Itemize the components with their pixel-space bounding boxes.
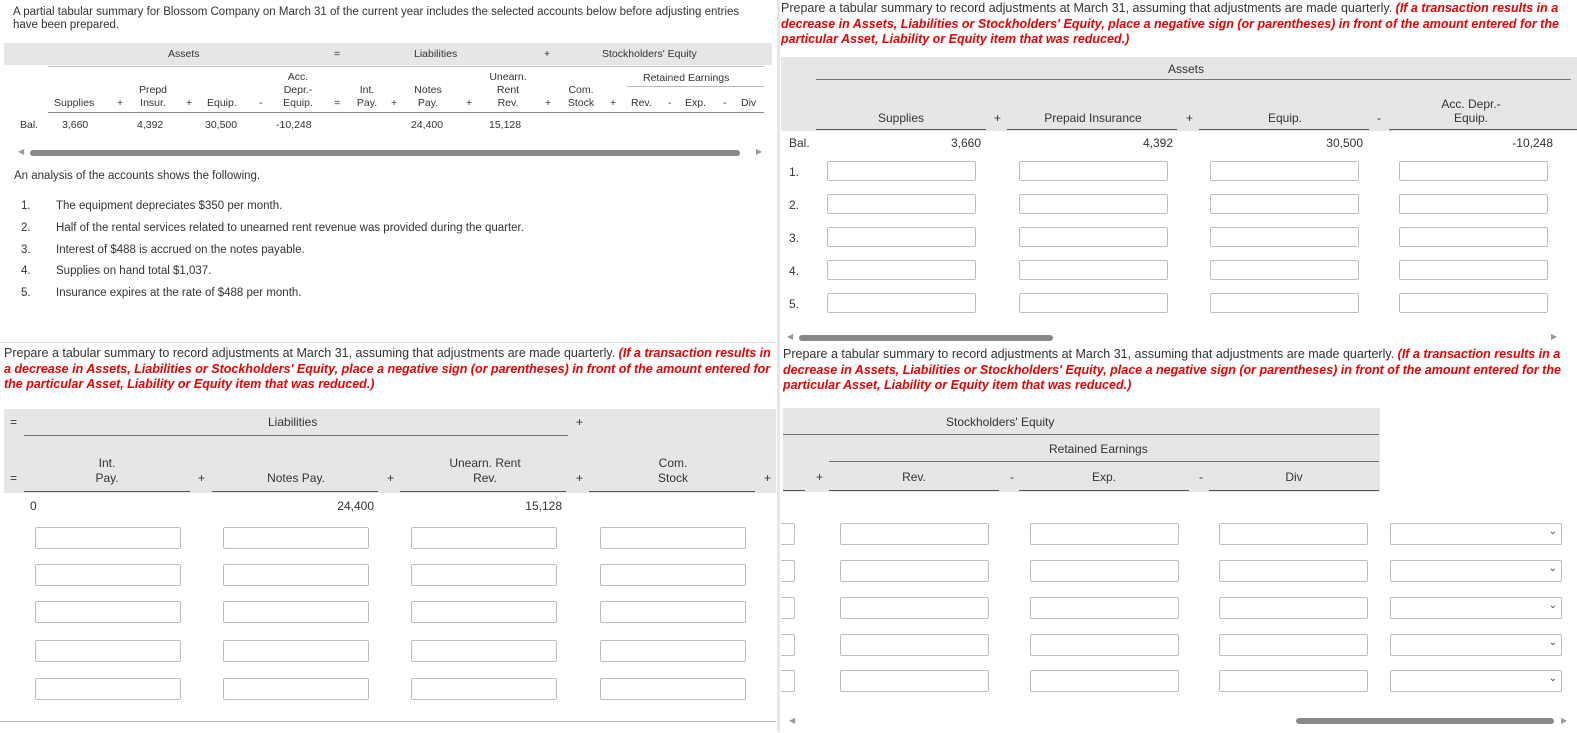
chevron-down-icon: ⌄ — [1548, 637, 1557, 648]
item-text: The equipment depreciates $350 per month. — [56, 200, 283, 212]
summary-se-header: Stockholders' Equity — [602, 48, 697, 60]
op-plus: + — [198, 471, 206, 485]
assets-panel — [781, 0, 1577, 345]
op-plus: + — [545, 97, 552, 109]
int-pay-input[interactable] — [35, 564, 181, 586]
chevron-down-icon: ⌄ — [1548, 526, 1557, 537]
col-equip: Equip. — [1267, 111, 1303, 125]
bal-acc: -10,248 — [276, 119, 312, 131]
notes-pay-input[interactable] — [223, 640, 369, 662]
bal-equip: 30,500 — [205, 119, 238, 131]
col-rule — [829, 490, 999, 491]
col-com-2: Stock — [657, 471, 688, 485]
row-number: 4. — [789, 264, 800, 278]
liabilities-panel — [0, 342, 776, 733]
equity-panel — [781, 345, 1577, 732]
com-stock-input-edge[interactable] — [781, 560, 795, 582]
prepaid-insurance-input[interactable] — [1019, 293, 1168, 313]
col-prepd-2: Insur. — [140, 97, 166, 109]
op-plus: + — [994, 111, 1002, 125]
scroll-right-arrow[interactable]: ▶ — [756, 147, 763, 156]
notes-pay-input[interactable] — [223, 527, 369, 549]
rev-input[interactable] — [840, 634, 989, 656]
prepaid-insurance-input[interactable] — [1019, 260, 1168, 280]
int-pay-input[interactable] — [35, 527, 181, 549]
prepaid-insurance-input[interactable] — [1019, 194, 1168, 214]
panel-divider — [777, 0, 780, 732]
liabilities-group-rule — [24, 435, 568, 436]
rev-input[interactable] — [840, 670, 989, 692]
re-rule — [829, 461, 1379, 462]
account-select[interactable] — [1390, 670, 1562, 692]
instruction-text: Prepare a tabular summary to record adjustments at March 31, assuming that adjustments are made quarterly. — [783, 347, 1395, 361]
col-equip: Equip. — [207, 97, 237, 109]
summary-assets-header: Assets — [168, 48, 200, 60]
col-unearn-3: Rev. — [497, 97, 519, 109]
op-eq: = — [334, 97, 341, 109]
op-plus: + — [816, 470, 824, 484]
unearn-rent-input[interactable] — [411, 601, 557, 623]
div-input[interactable] — [1219, 597, 1368, 619]
op-minus: - — [1199, 470, 1203, 484]
chevron-down-icon: ⌄ — [1548, 563, 1557, 574]
account-select[interactable] — [1390, 560, 1562, 582]
liabilities-instructions — [4, 346, 774, 393]
item-text: Insurance expires at the rate of $488 per month. — [56, 287, 302, 299]
supplies-input[interactable] — [827, 194, 976, 214]
row-number: 1. — [789, 165, 800, 179]
col-rule — [24, 491, 190, 492]
op-plus: + — [391, 97, 398, 109]
summary-top-rule — [48, 66, 764, 67]
bal-supplies: 3,660 — [950, 136, 981, 150]
com-stock-input[interactable] — [600, 564, 746, 586]
instruction-note: (If a transaction results in a decrease in Assets, Liabilities or Stockholders' Equity, place a negative sign (or parentheses) in front of the amount entered for the particular Asset, Liability or Equity item that was reduced.) — [783, 347, 1561, 392]
problem-intro: A partial tabular summary for Blossom Company on March 31 of the current year includes the selected accounts below before adjusting entries have been prepared. — [13, 6, 740, 31]
item-number: 3. — [21, 244, 31, 256]
col-acc-depr-1: Acc. Depr.- — [1441, 97, 1501, 111]
com-stock-input-edge[interactable] — [781, 670, 795, 692]
equip-input[interactable] — [1210, 260, 1359, 280]
horizontal-scrollbar[interactable] — [799, 335, 1053, 341]
op-eq: = — [10, 471, 18, 485]
col-rule — [1209, 490, 1379, 491]
col-int-1: Int. — [359, 84, 375, 96]
acc-depr-input[interactable] — [1399, 227, 1548, 247]
assets-group-header: Assets — [1168, 62, 1205, 76]
supplies-input[interactable] — [827, 227, 976, 247]
col-rule — [1019, 490, 1189, 491]
assets-group-rule — [816, 79, 1571, 80]
col-prepd-1: Prepd — [138, 84, 168, 96]
com-stock-input[interactable] — [600, 640, 746, 662]
summary-re-header: Retained Earnings — [643, 72, 730, 84]
col-unearn-1: Unearn. — [489, 71, 527, 83]
col-acc-3: Equip. — [283, 97, 313, 109]
scroll-right-arrow[interactable]: ▶ — [1561, 716, 1568, 725]
summary-header-rule — [48, 112, 764, 113]
unearn-rent-input[interactable] — [411, 527, 557, 549]
exp-input[interactable] — [1030, 597, 1179, 619]
supplies-input[interactable] — [827, 293, 976, 313]
com-stock-input[interactable] — [600, 601, 746, 623]
exp-input[interactable] — [1030, 560, 1179, 582]
col-int-2: Pay. — [95, 471, 119, 485]
op-minus: - — [723, 97, 727, 109]
bal-supplies: 3,660 — [62, 119, 89, 131]
exp-input[interactable] — [1030, 670, 1179, 692]
row-number: 3. — [789, 231, 800, 245]
col-rule — [1199, 129, 1369, 130]
row-number: 5. — [789, 297, 800, 311]
scroll-right-arrow[interactable]: ▶ — [1551, 332, 1558, 341]
summary-plus-op: + — [544, 48, 551, 60]
int-pay-input[interactable] — [35, 601, 181, 623]
col-rev: Rev. — [631, 97, 652, 109]
bal-prepaid: 4,392 — [1142, 136, 1173, 150]
unearn-rent-input[interactable] — [411, 678, 557, 700]
rev-input[interactable] — [840, 523, 989, 545]
problem-panel — [0, 0, 776, 340]
exp-input[interactable] — [1030, 634, 1179, 656]
op-plus: + — [764, 471, 772, 485]
item-text: Supplies on hand total $1,037. — [56, 265, 212, 277]
instruction-text: Prepare a tabular summary to record adjustments at March 31, assuming that adjustments are made quarterly. — [781, 1, 1393, 15]
account-select[interactable] — [1390, 523, 1562, 545]
se-group-header: Stockholders' Equity — [946, 415, 1055, 429]
col-acc-2: Depr.- — [283, 84, 313, 96]
op-eq: = — [10, 415, 18, 429]
notes-pay-input[interactable] — [223, 564, 369, 586]
op-plus: + — [466, 97, 473, 109]
col-com-1: Com. — [658, 456, 688, 470]
re-header: Retained Earnings — [1049, 442, 1148, 456]
com-stock-input[interactable] — [600, 678, 746, 700]
col-exp: Exp. — [1091, 470, 1116, 484]
col-rule — [1389, 129, 1577, 130]
instruction-note: (If a transaction results in a decrease in Assets, Liabilities or Stockholders' Equity, place a negative sign (or parentheses) in front of the amount entered for the particular Asset, Liability or Equity item that was reduced.) — [4, 346, 771, 391]
bal-int: 0 — [30, 499, 37, 513]
col-prepaid-insurance: Prepaid Insurance — [1044, 111, 1142, 125]
bal-label: Bal. — [20, 119, 39, 131]
op-plus: + — [186, 97, 193, 109]
scroll-left-arrow[interactable]: ◀ — [787, 332, 794, 341]
equip-input[interactable] — [1210, 293, 1359, 313]
div-input[interactable] — [1219, 634, 1368, 656]
op-plus: + — [117, 97, 124, 109]
horizontal-scrollbar[interactable] — [1296, 718, 1554, 724]
item-number: 4. — [21, 265, 31, 277]
bal-label: Bal. — [789, 136, 810, 150]
exp-input[interactable] — [1030, 523, 1179, 545]
item-text: Half of the rental services related to unearned rent revenue was provided during the quarter. — [56, 222, 524, 234]
bal-unearn: 15,128 — [525, 499, 562, 513]
col-notes-2: Pay. — [417, 97, 439, 109]
analysis-intro: An analysis of the accounts shows the following. — [14, 170, 261, 182]
col-rule — [400, 491, 566, 492]
acc-depr-input[interactable] — [1399, 161, 1548, 181]
com-stock-input-edge[interactable] — [781, 597, 795, 619]
op-plus: + — [576, 415, 584, 429]
com-stock-input-edge[interactable] — [781, 523, 795, 545]
item-number: 1. — [21, 200, 31, 212]
assets-instructions — [781, 1, 1571, 48]
bal-prepd: 4,392 — [137, 119, 164, 131]
div-input[interactable] — [1219, 560, 1368, 582]
account-select[interactable] — [1390, 597, 1562, 619]
bal-notes: 24,400 — [411, 119, 444, 131]
prepaid-insurance-input[interactable] — [1019, 161, 1168, 181]
col-rule — [212, 491, 378, 492]
prepaid-insurance-input[interactable] — [1019, 227, 1168, 247]
int-pay-input[interactable] — [35, 678, 181, 700]
item-number: 5. — [21, 287, 31, 299]
unearn-rent-input[interactable] — [411, 640, 557, 662]
scroll-left-arrow[interactable]: ◀ — [18, 147, 25, 156]
col-rule — [1007, 129, 1177, 130]
instruction-note: (If a transaction results in a decrease in Assets, Liabilities or Stockholders' Equity, place a negative sign (or parentheses) in front of the amount entered for the particular Asset, Liability or Equity item that was reduced.) — [781, 1, 1559, 46]
item-text: Interest of $488 is accrued on the notes payable. — [56, 244, 305, 256]
unearn-rent-input[interactable] — [411, 564, 557, 586]
horizontal-scrollbar[interactable] — [30, 150, 740, 156]
equip-input[interactable] — [1210, 227, 1359, 247]
col-int-2: Pay. — [356, 97, 378, 109]
rev-input[interactable] — [840, 560, 989, 582]
op-minus: - — [668, 97, 672, 109]
chevron-down-icon: ⌄ — [1548, 673, 1557, 684]
col-exp: Exp. — [685, 97, 707, 109]
op-minus: - — [1010, 470, 1014, 484]
table-bottom-rule — [0, 721, 776, 722]
bal-equip: 30,500 — [1326, 136, 1363, 150]
bal-acc-depr: -10,248 — [1512, 136, 1553, 150]
col-rule — [816, 129, 986, 130]
notes-pay-input[interactable] — [223, 601, 369, 623]
notes-pay-input[interactable] — [223, 678, 369, 700]
summary-eq-op: = — [334, 48, 341, 60]
col-notes-pay: Notes Pay. — [267, 471, 325, 485]
col-unearn-1: Unearn. Rent — [449, 456, 521, 470]
acc-depr-input[interactable] — [1399, 260, 1548, 280]
acc-depr-input[interactable] — [1399, 194, 1548, 214]
supplies-input[interactable] — [827, 161, 976, 181]
col-supplies: Supplies — [877, 111, 925, 125]
bal-notes: 24,400 — [337, 499, 374, 513]
summary-liabilities-header: Liabilities — [414, 48, 458, 60]
div-input[interactable] — [1219, 523, 1368, 545]
com-stock-input[interactable] — [600, 527, 746, 549]
item-number: 2. — [21, 222, 31, 234]
col-div: Div — [741, 97, 757, 109]
col-div: Div — [1285, 470, 1303, 484]
div-input[interactable] — [1219, 670, 1368, 692]
op-plus: + — [576, 471, 584, 485]
instruction-text: Prepare a tabular summary to record adjustments at March 31, assuming that adjustments are made quarterly. — [4, 346, 616, 360]
col-rule — [783, 490, 805, 491]
rev-input[interactable] — [840, 597, 989, 619]
scroll-left-arrow[interactable]: ◀ — [789, 716, 796, 725]
int-pay-input[interactable] — [35, 640, 181, 662]
col-com-1: Com. — [568, 84, 594, 96]
row-number: 2. — [789, 198, 800, 212]
equity-instructions — [783, 347, 1573, 394]
acc-depr-input[interactable] — [1399, 293, 1548, 313]
op-plus: + — [1186, 111, 1194, 125]
col-unearn-2: Rev. — [473, 471, 497, 485]
bal-unearn: 15,128 — [489, 119, 522, 131]
op-plus: + — [387, 471, 395, 485]
col-rule — [589, 491, 755, 492]
chevron-down-icon: ⌄ — [1548, 600, 1557, 611]
col-rev: Rev. — [902, 470, 926, 484]
se-group-rule — [783, 434, 1379, 435]
col-acc-1: Acc. — [287, 71, 309, 83]
col-acc-depr-2: Equip. — [1453, 111, 1489, 125]
liabilities-group-header: Liabilities — [268, 415, 318, 429]
op-minus: - — [259, 97, 263, 109]
summary-re-rule — [627, 86, 764, 87]
account-select[interactable] — [1390, 634, 1562, 656]
equip-input[interactable] — [1210, 161, 1359, 181]
equip-input[interactable] — [1210, 194, 1359, 214]
col-unearn-2: Rent — [496, 84, 520, 96]
col-int-1: Int. — [98, 456, 116, 470]
com-stock-input-edge[interactable] — [781, 634, 795, 656]
col-supplies: Supplies — [54, 97, 95, 109]
op-plus: + — [610, 97, 617, 109]
supplies-input[interactable] — [827, 260, 976, 280]
col-com-2: Stock — [567, 97, 595, 109]
op-minus: - — [1377, 111, 1381, 125]
col-notes-1: Notes — [414, 84, 442, 96]
